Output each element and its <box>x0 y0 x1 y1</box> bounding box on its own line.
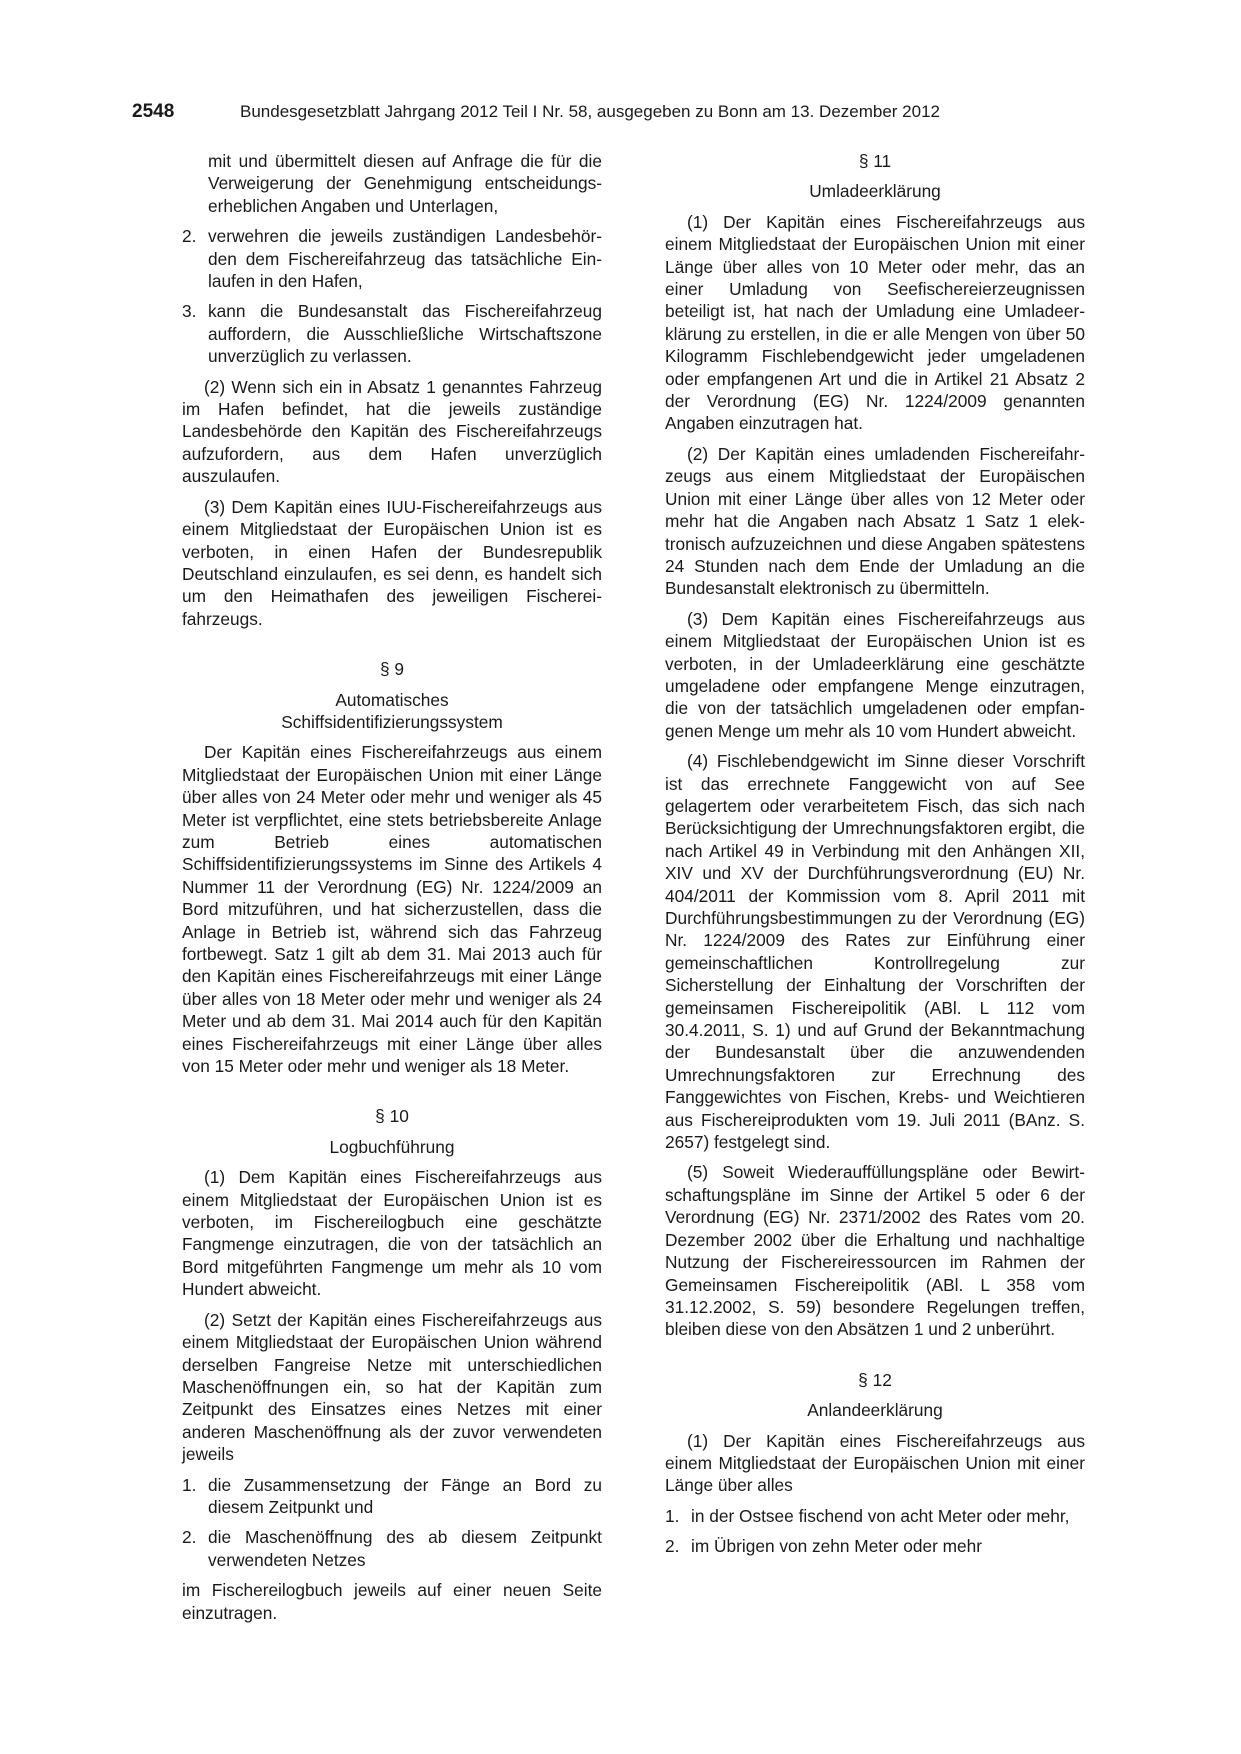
page-number: 2548 <box>132 101 175 122</box>
section-title: Logbuchführung <box>329 1136 455 1157</box>
paragraph: (1) Der Kapitän eines Fischereifahrzeugs aus einem Mitgliedstaat der Europäischen Union mit einer Länge über alles <box>665 1430 1085 1496</box>
list-text: in der Ostsee fischend von acht Meter oder mehr, <box>691 1505 1070 1526</box>
list-item <box>182 300 602 367</box>
section-title <box>182 689 602 734</box>
paragraph: (4) Fischlebendgewicht im Sinne dieser Vorschrift ist das errechnete Fanggewicht von auf See gelagertem oder verarbeitetem Fisch, das sich nach Berücksichtigung der Umrechnungsfaktoren ergibt, die nach Artikel 49 in Verbindung mit den Anhängen XII, XIV und XV der Durchführungsverordnung (EU) Nr. 404/2011 der Kommission vom 8. April 2011 mit Durchführungsbestimmungen zu der Verordnung (EG) Nr. 1224/2009 des Rates zur Einführung einer gemeinschaftlichen Kontrollregelung zur Sicherstellung der Einhaltung der Vorschriften der gemeinsamen Fischereipolitik (ABl. L 112 vom 30.4.2011, S. 1) und auf Grund der Bekanntmachung der Bundesanstalt über die anzuwendenden Umrechnungsfaktoren zur Errechnung des Fanggewichtes von Fischen, Krebs- und Weichtieren aus Fischereiprodukten vom 19. Juli 2011 (BAnz. S. 2657) festgelegt sind. <box>665 751 1085 1153</box>
section-title: Anlandeerklärung <box>807 1400 943 1421</box>
list-number: 2. <box>182 1527 197 1548</box>
paragraph: Der Kapitän eines Fischereifahrzeugs aus einem Mitgliedstaat der Europäischen Union mit einer Länge über alles von 24 Meter oder mehr und weniger als 45 Meter ist verpflichtet, eine stets betriebsbereite Anlage zum Betrieb eines automatischen Schiffsidentifizierungssystems im Sinne des Artikels 4 Nummer 11 der Verordnung (EG) Nr. 1224/2009 an Bord mitzuführen, und hat sicherzustellen, dass die Anlage in Betrieb ist, während sich das Fahrzeug fortbewegt. Satz 1 gilt ab dem 31. Mai 2013 auch für den Kapitän eines Fischereifahrzeugs mit einer Länge über alles von 18 Meter oder mehr und weniger als 24 Meter und ab dem 31. Mai 2014 auch für den Kapitän eines Fischereifahrzeugs mit einer Länge über alles von 15 Meter oder mehr und weniger als 18 Meter. <box>182 742 602 1077</box>
list-text: die Maschenöffnung des ab diesem Zeitpunkt verwendeten Netzes <box>208 1527 602 1570</box>
paragraph: (3) Dem Kapitän eines Fischereifahrzeugs aus einem Mitgliedstaat der Europäischen Union ist es verboten, in der Umladeerklärung eine geschätzte umgeladene oder empfangene Menge einzutragen, die von der tatsächlich umgeladenen oder empfangenen Menge um mehr als 10 vom Hundert abweicht. <box>665 608 1085 741</box>
list-item-continuation: mit und übermittelt diesen auf Anfrage die für die Verweigerung der Genehmigung entscheidungserheblichen Angaben und Unterlagen, <box>208 151 602 216</box>
section-title: Umladeerklärung <box>809 181 941 202</box>
list-item <box>665 1505 1085 1527</box>
paragraph: (1) Der Kapitän eines Fischereifahrzeugs aus einem Mitgliedstaat der Europäischen Union mit einer Länge über alles von 10 Meter oder mehr, das an einer Umladung von Seefischereierzeugnissen beteiligt ist, hat nach der Umladung eine Umladeerklärung zu erstellen, in die er alle Mengen von über 50 Kilogramm Fischlebendgewicht jeder umgeladenen oder empfangenen Art und die in Artikel 21 Absatz 2 der Verordnung (EG) Nr. 1224/2009 genannten Angaben einzutragen hat. <box>665 211 1085 434</box>
list-number: 1. <box>182 1474 197 1495</box>
paragraph: (2) Der Kapitän eines umladenden Fischereifahrzeugs aus einem Mitgliedstaat der Europäischen Union mit einer Länge über alles von 12 Meter oder mehr hat die Angaben nach Absatz 1 Satz 1 elektronisch aufzuzeichnen und diese Angaben spätestens 24 Stunden nach dem Ende der Umladung an die Bundesanstalt elektronisch zu übermitteln. <box>665 443 1085 599</box>
list-item <box>182 225 602 292</box>
right-column <box>665 150 1085 1566</box>
list-text: kann die Bundesanstalt das Fischereifahrzeug auffordern, die Ausschließliche Wirtschaftszone unverzüglich zu verlassen. <box>208 301 602 367</box>
section-number: § 9 <box>379 659 405 680</box>
section-number: § 11 <box>858 151 892 171</box>
left-column <box>182 150 602 1632</box>
list-text: im Übrigen von zehn Meter oder mehr <box>691 1536 983 1557</box>
list-number: 3. <box>182 301 197 322</box>
list-text: die Zusammensetzung der Fänge an Bord zu diesem Zeitpunkt und <box>208 1474 602 1517</box>
running-title: Bundesgesetzblatt Jahrgang 2012 Teil I Nr. 58, ausgegeben zu Bonn am 13. Dezember 2012 <box>240 102 940 121</box>
paragraph: (2) Wenn sich ein in Absatz 1 genanntes Fahrzeug im Hafen befindet, hat die jeweils zuständige Landesbehörde den Kapitän des Fischereifahrzeugs aufzufordern, aus dem Hafen unverzüglich auszulaufen. <box>182 376 602 487</box>
section-number: § 12 <box>858 1369 892 1390</box>
page-header <box>132 101 1012 125</box>
section-title-line: Schiffsidentifizierungssystem <box>281 711 503 732</box>
list-number: 2. <box>665 1536 680 1557</box>
paragraph: (2) Setzt der Kapitän eines Fischereifahrzeugs aus einem Mitgliedstaat der Europäischen Union während derselben Fangreise Netze mit unterschiedlichen Maschenöffnungen ein, so hat der Kapitän zum Zeitpunkt des Einsatzes eines Netzes mit einer anderen Maschenöffnung als der zuvor verwendeten jeweils <box>182 1309 602 1465</box>
paragraph: im Fischereilogbuch jeweils auf einer neuen Seite einzutragen. <box>182 1580 602 1623</box>
list-text: verwehren die jeweils zuständigen Landesbehörden dem Fischereifahrzeug das tatsächliche Einlaufen in den Hafen, <box>208 226 602 292</box>
list-item <box>182 1474 602 1519</box>
paragraph: (3) Dem Kapitän eines IUU-Fischereifahrzeugs aus einem Mitgliedstaat der Europäischen Union ist es verboten, in einen Hafen der Bundesrepublik Deutschland einzulaufen, es sei denn, es handelt sich um den Heimathafen des jeweiligen Fischereifahrzeugs. <box>182 496 602 629</box>
paragraph: (5) Soweit Wiederauffüllungspläne oder Bewirtschaftungspläne im Sinne der Artikel 5 oder 6 der Verordnung (EG) Nr. 2371/2002 des Rates vom 20. Dezember 2002 über die Erhaltung und nachhaltige Nutzung der Fischereiressourcen im Rahmen der Gemeinsamen Fischereipolitik (ABl. L 358 vom 31.12.2002, S. 59) besondere Regelungen treffen, bleiben diese von den Absätzen 1 und 2 unberührt. <box>665 1162 1085 1340</box>
list-number: 1. <box>665 1505 680 1526</box>
list-item <box>182 1526 602 1571</box>
section-title-line: Automatisches <box>335 689 449 710</box>
list-item <box>665 1535 1085 1557</box>
list-number: 2. <box>182 226 197 247</box>
paragraph: (1) Dem Kapitän eines Fischereifahrzeugs aus einem Mitgliedstaat der Europäischen Union ist es verboten, im Fischereilogbuch eine geschätzte Fangmenge einzutragen, die von der tatsächlich an Bord mitgeführten Fangmenge um mehr als 10 vom Hundert abweicht. <box>182 1167 602 1300</box>
section-number: § 10 <box>375 1106 409 1127</box>
